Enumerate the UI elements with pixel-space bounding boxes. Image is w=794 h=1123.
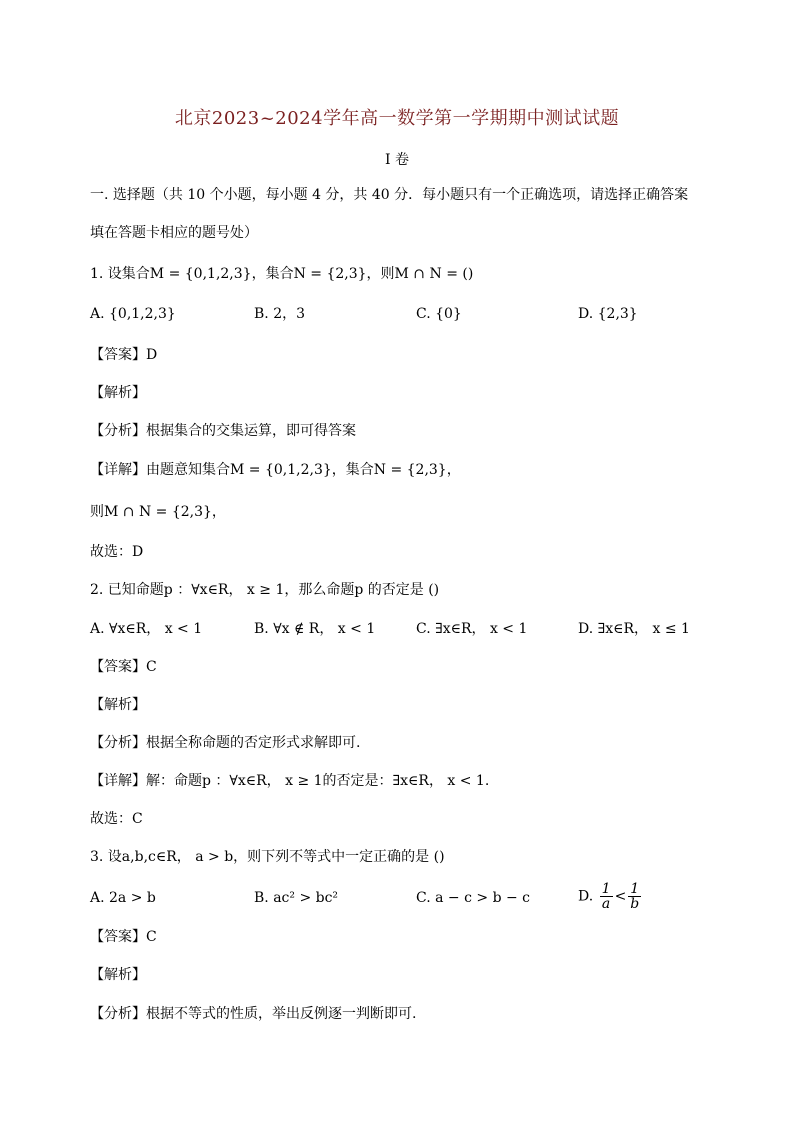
q2-answer: 【答案】C [90,659,157,675]
volume-label: I 卷 [385,152,409,168]
frac-numerator: 1 [601,881,611,897]
q1-answer: 【答案】D [90,347,158,363]
q3-option-d-frac-left [600,882,613,911]
q3-option-d-frac-right [628,882,641,911]
q2-analysis: 【分析】根据全称命题的否定形式求解即可. [90,735,361,751]
q2-option-d: D. ∃x∈R， x ≤ 1 [578,621,690,637]
q2-option-b: B. ∀x ∉ R， x < 1 [254,621,376,637]
q1-option-d: D. {2,3} [578,306,638,322]
page-title: 北京2023~2024学年高一数学第一学期期中测试试题 [174,108,620,129]
q3-stem: 3. 设a,b,c∈R， a > b，则下列不等式中一定正确的是 () [90,849,445,865]
q1-stem: 1. 设集合M = {0,1,2,3}，集合N = {2,3}，则M ∩ N = () [90,266,474,282]
q1-option-a: A. {0,1,2,3} [90,306,176,322]
q1-analysis: 【分析】根据集合的交集运算，即可得答案 [90,423,356,439]
q1-option-b: B. 2，3 [254,306,306,322]
section-heading: 一. 选择题（共 10 个小题，每小题 4 分，共 40 分．每小题只有一个正确选项，请选择正确答案 [90,187,689,203]
q1-analysis-label: 【解析】 [90,385,146,401]
section-heading-cont: 填在答题卡相应的题号处） [90,225,258,241]
q1-option-c: C. {0} [416,306,462,322]
q3-option-c: C. a − c > b − c [416,890,530,906]
q2-option-a: A. ∀x∈R， x < 1 [90,621,203,637]
frac-denominator: b [630,896,640,912]
q1-detail: 【详解】由题意知集合M = {0,1,2,3}，集合N = {2,3}， [90,462,461,478]
q2-conclusion: 故选：C [90,811,143,827]
q1-detail-2: 则M ∩ N = {2,3}， [90,504,226,520]
q3-option-b: B. ac² > bc² [254,890,339,906]
frac-relation: < [614,888,627,905]
q2-analysis-label: 【解析】 [90,697,146,713]
q3-analysis-label: 【解析】 [90,967,146,983]
frac-numerator: 1 [630,881,640,897]
q3-option-a: A. 2a > b [90,890,156,906]
q1-conclusion: 故选：D [90,544,144,560]
q3-option-d-label: D. [578,888,594,905]
frac-denominator: a [601,896,611,912]
q3-option-d [578,882,643,911]
q2-stem: 2. 已知命题p ：∀x∈R， x ≥ 1，那么命题p 的否定是 () [90,582,440,598]
q2-detail: 【详解】解：命题p ：∀x∈R， x ≥ 1的否定是：∃x∈R， x < 1. [90,773,490,789]
q2-option-c: C. ∃x∈R， x < 1 [416,621,528,637]
q3-answer: 【答案】C [90,929,157,945]
q3-analysis: 【分析】根据不等式的性质，举出反例逐一判断即可. [90,1006,417,1022]
